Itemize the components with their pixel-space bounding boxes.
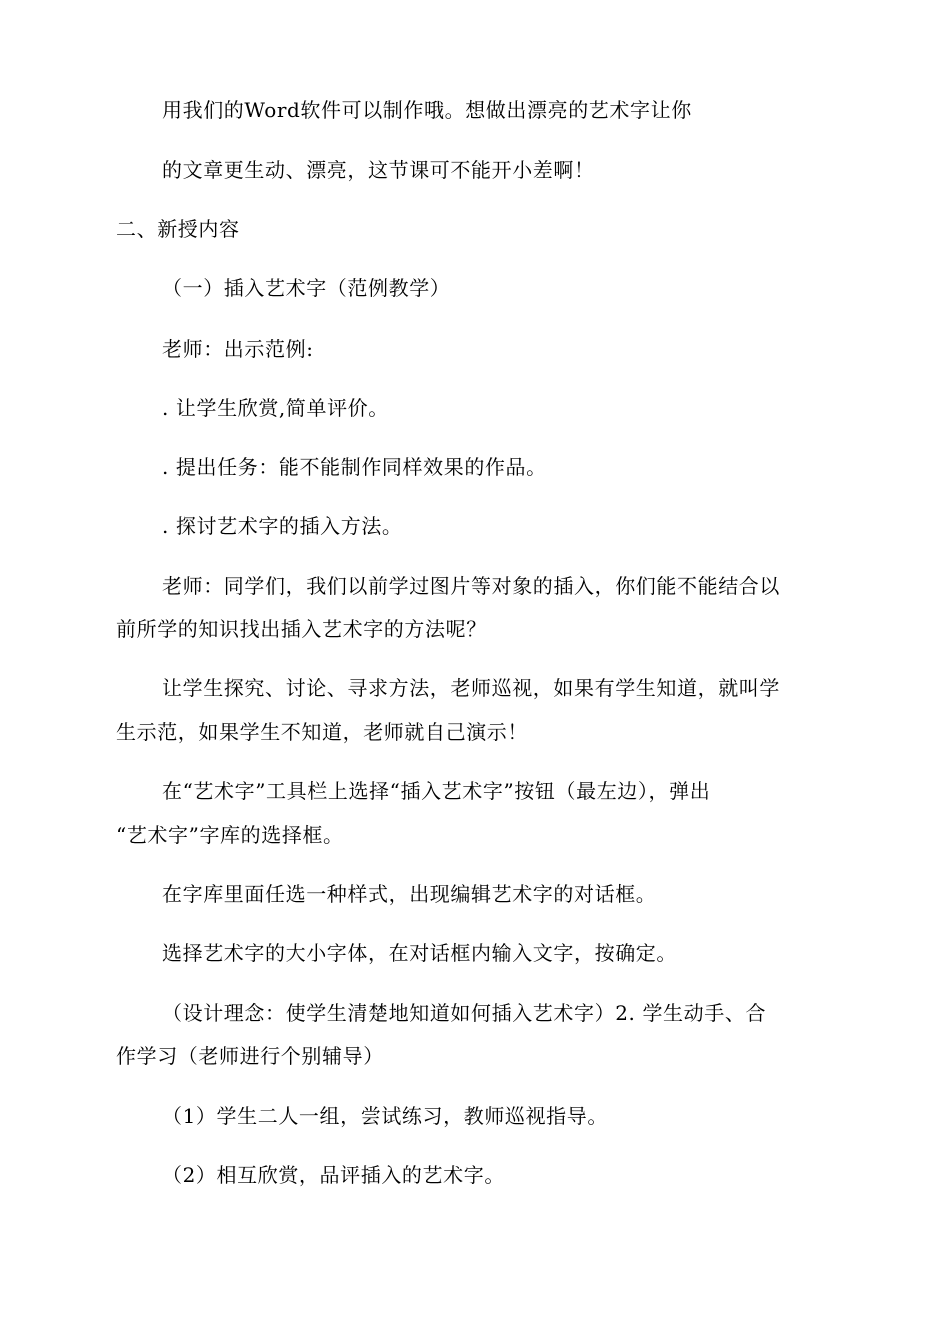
paragraph-line: 让学生探究、讨论、寻求方法，老师巡视，如果有学生知道，就叫学: [162, 676, 780, 700]
list-item: . 探讨艺术字的插入方法。: [162, 514, 403, 538]
list-item: . 提出任务：能不能制作同样效果的作品。: [162, 455, 547, 479]
paragraph-line: （设计理念：使学生清楚地知道如何插入艺术字）2. 学生动手、合: [162, 1001, 767, 1025]
paragraph-line: 在“艺术字”工具栏上选择“插入艺术字”按钮（最左边），弹出: [162, 779, 711, 803]
list-item: （1）学生二人一组，尝试练习，教师巡视指导。: [162, 1104, 608, 1128]
paragraph: 在字库里面任选一种样式，出现编辑艺术字的对话框。: [162, 882, 657, 906]
intro-line-2: 的文章更生动、漂亮，这节课可不能开小差啊！: [162, 158, 595, 182]
paragraph-line: 前所学的知识找出插入艺术字的方法呢？: [116, 617, 487, 641]
paragraph: 选择艺术字的大小字体，在对话框内输入文字，按确定。: [162, 941, 677, 965]
section-heading: 二、新授内容: [116, 217, 240, 241]
list-item: . 让学生欣赏,简单评价。: [162, 396, 389, 420]
paragraph: 老师：出示范例:: [162, 337, 314, 361]
list-item: （2）相互欣赏，品评插入的艺术字。: [162, 1163, 505, 1187]
paragraph-line: “艺术字”字库的选择框。: [116, 823, 344, 847]
paragraph-line: 生示范，如果学生不知道，老师就自己演示！: [116, 720, 528, 744]
paragraph-line: 老师：同学们，我们以前学过图片等对象的插入，你们能不能结合以: [162, 574, 780, 598]
subsection-heading: （一）插入艺术字（范例教学）: [162, 276, 451, 300]
intro-line-1: 用我们的Word软件可以制作哦。想做出漂亮的艺术字让你: [162, 98, 692, 122]
paragraph-line: 作学习（老师进行个别辅导）: [116, 1044, 384, 1068]
